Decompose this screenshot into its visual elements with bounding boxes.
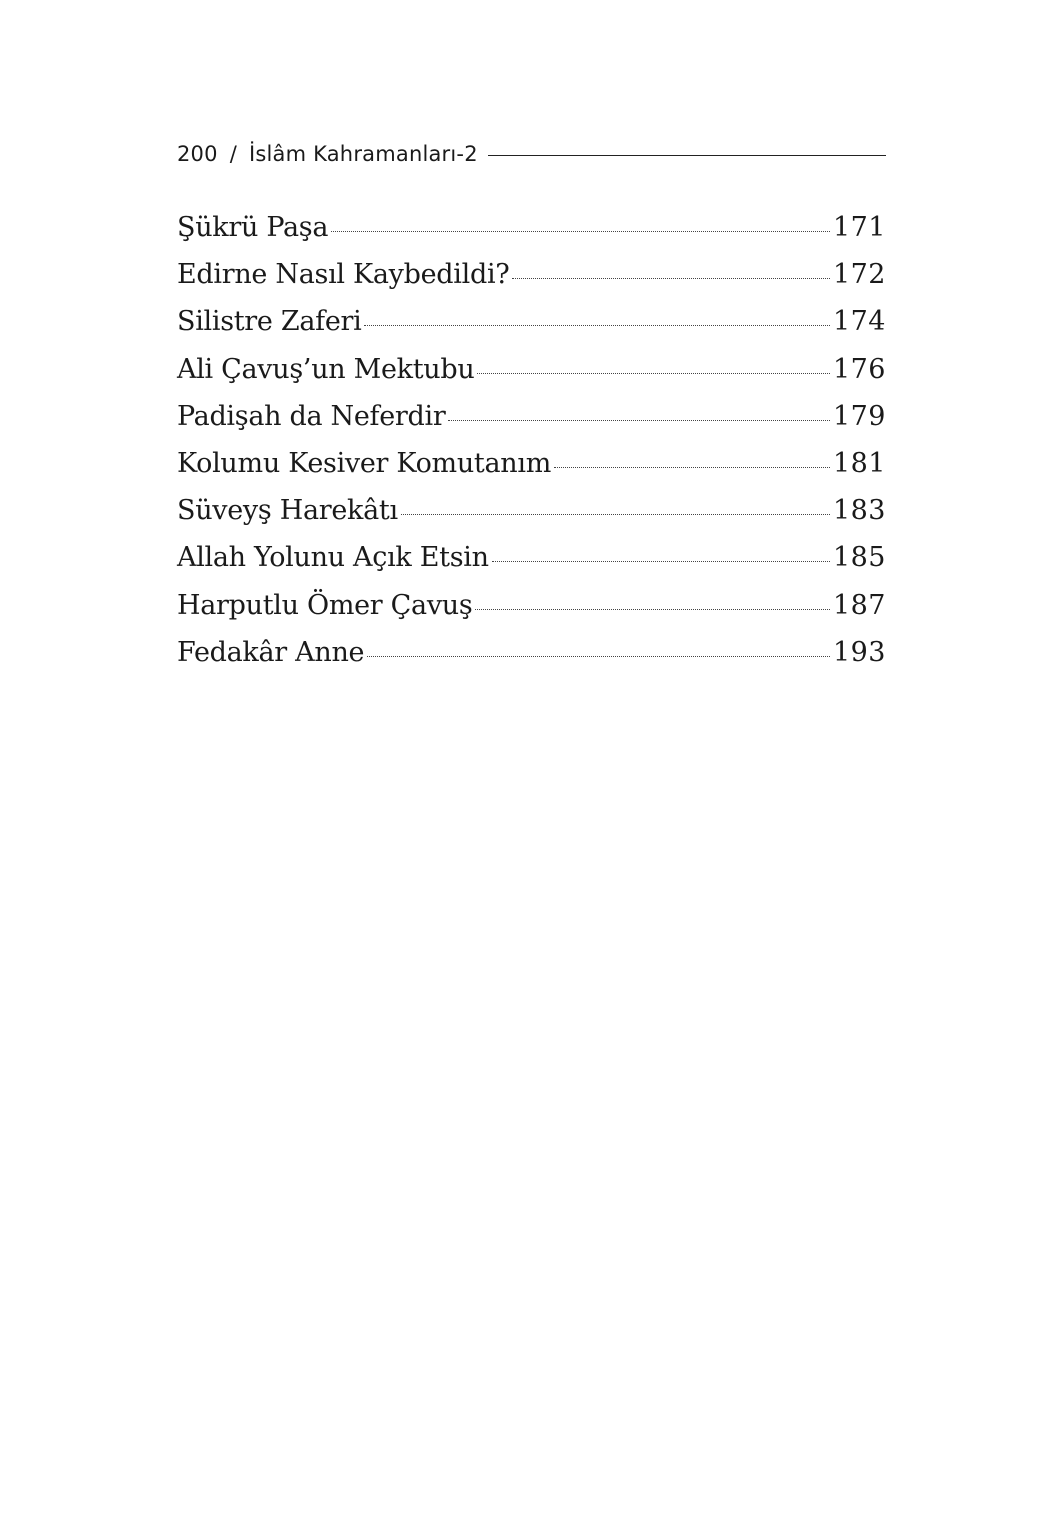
- dot-leader: [492, 561, 830, 562]
- toc-entry: [177, 350, 886, 397]
- toc-entry: [177, 444, 886, 491]
- dot-leader: [401, 514, 830, 515]
- dot-leader: [367, 656, 830, 657]
- toc-entry-page: 171: [832, 212, 886, 243]
- header-separator: /: [229, 142, 237, 166]
- toc-entry-page: 179: [832, 400, 886, 432]
- toc-entry-page: 187: [832, 589, 886, 621]
- toc-entry-title: Süveyş Harekâtı: [177, 495, 398, 527]
- page-number: 200: [177, 142, 218, 166]
- toc-entry: [177, 586, 886, 633]
- toc-entry: [177, 397, 886, 444]
- toc-entry-title: Allah Yolunu Açık Etsin: [177, 542, 489, 574]
- dot-leader: [554, 467, 830, 468]
- toc-entry-page: 181: [832, 447, 886, 479]
- toc-entry-page: 174: [832, 306, 886, 338]
- book-title: İslâm Kahramanları-2: [248, 142, 478, 166]
- toc-entry: [177, 208, 886, 255]
- toc-entry-title: Silistre Zaferi: [177, 306, 362, 338]
- running-header: [177, 138, 886, 170]
- toc-entry-page: 183: [832, 495, 886, 527]
- toc-entry: [177, 255, 886, 302]
- toc-entry-title: Padişah da Neferdir: [177, 400, 446, 432]
- toc-entry-title: Ali Çavuş’un Mektubu: [177, 353, 475, 385]
- toc-entry: [177, 538, 886, 585]
- toc-entry-page: 176: [832, 353, 886, 385]
- header-rule: [488, 155, 886, 156]
- dot-leader: [364, 325, 830, 326]
- toc-entry-title: Şükrü Paşa: [177, 212, 329, 243]
- toc-entry-title: Edirne Nasıl Kaybedildi?: [177, 259, 510, 291]
- toc-entry-title: Fedakâr Anne: [177, 636, 365, 668]
- dot-leader: [477, 373, 830, 374]
- table-of-contents: [177, 208, 886, 680]
- toc-entry: [177, 491, 886, 538]
- toc-entry-title: Harputlu Ömer Çavuş: [177, 589, 473, 621]
- dot-leader: [331, 231, 830, 232]
- dot-leader: [512, 278, 830, 279]
- toc-entry: [177, 302, 886, 349]
- toc-entry-page: 172: [832, 259, 886, 291]
- toc-entry-page: 193: [832, 636, 886, 668]
- toc-entry-page: 185: [832, 542, 886, 574]
- toc-entry: [177, 633, 886, 680]
- dot-leader: [475, 609, 830, 610]
- dot-leader: [448, 420, 829, 421]
- toc-entry-title: Kolumu Kesiver Komutanım: [177, 447, 552, 479]
